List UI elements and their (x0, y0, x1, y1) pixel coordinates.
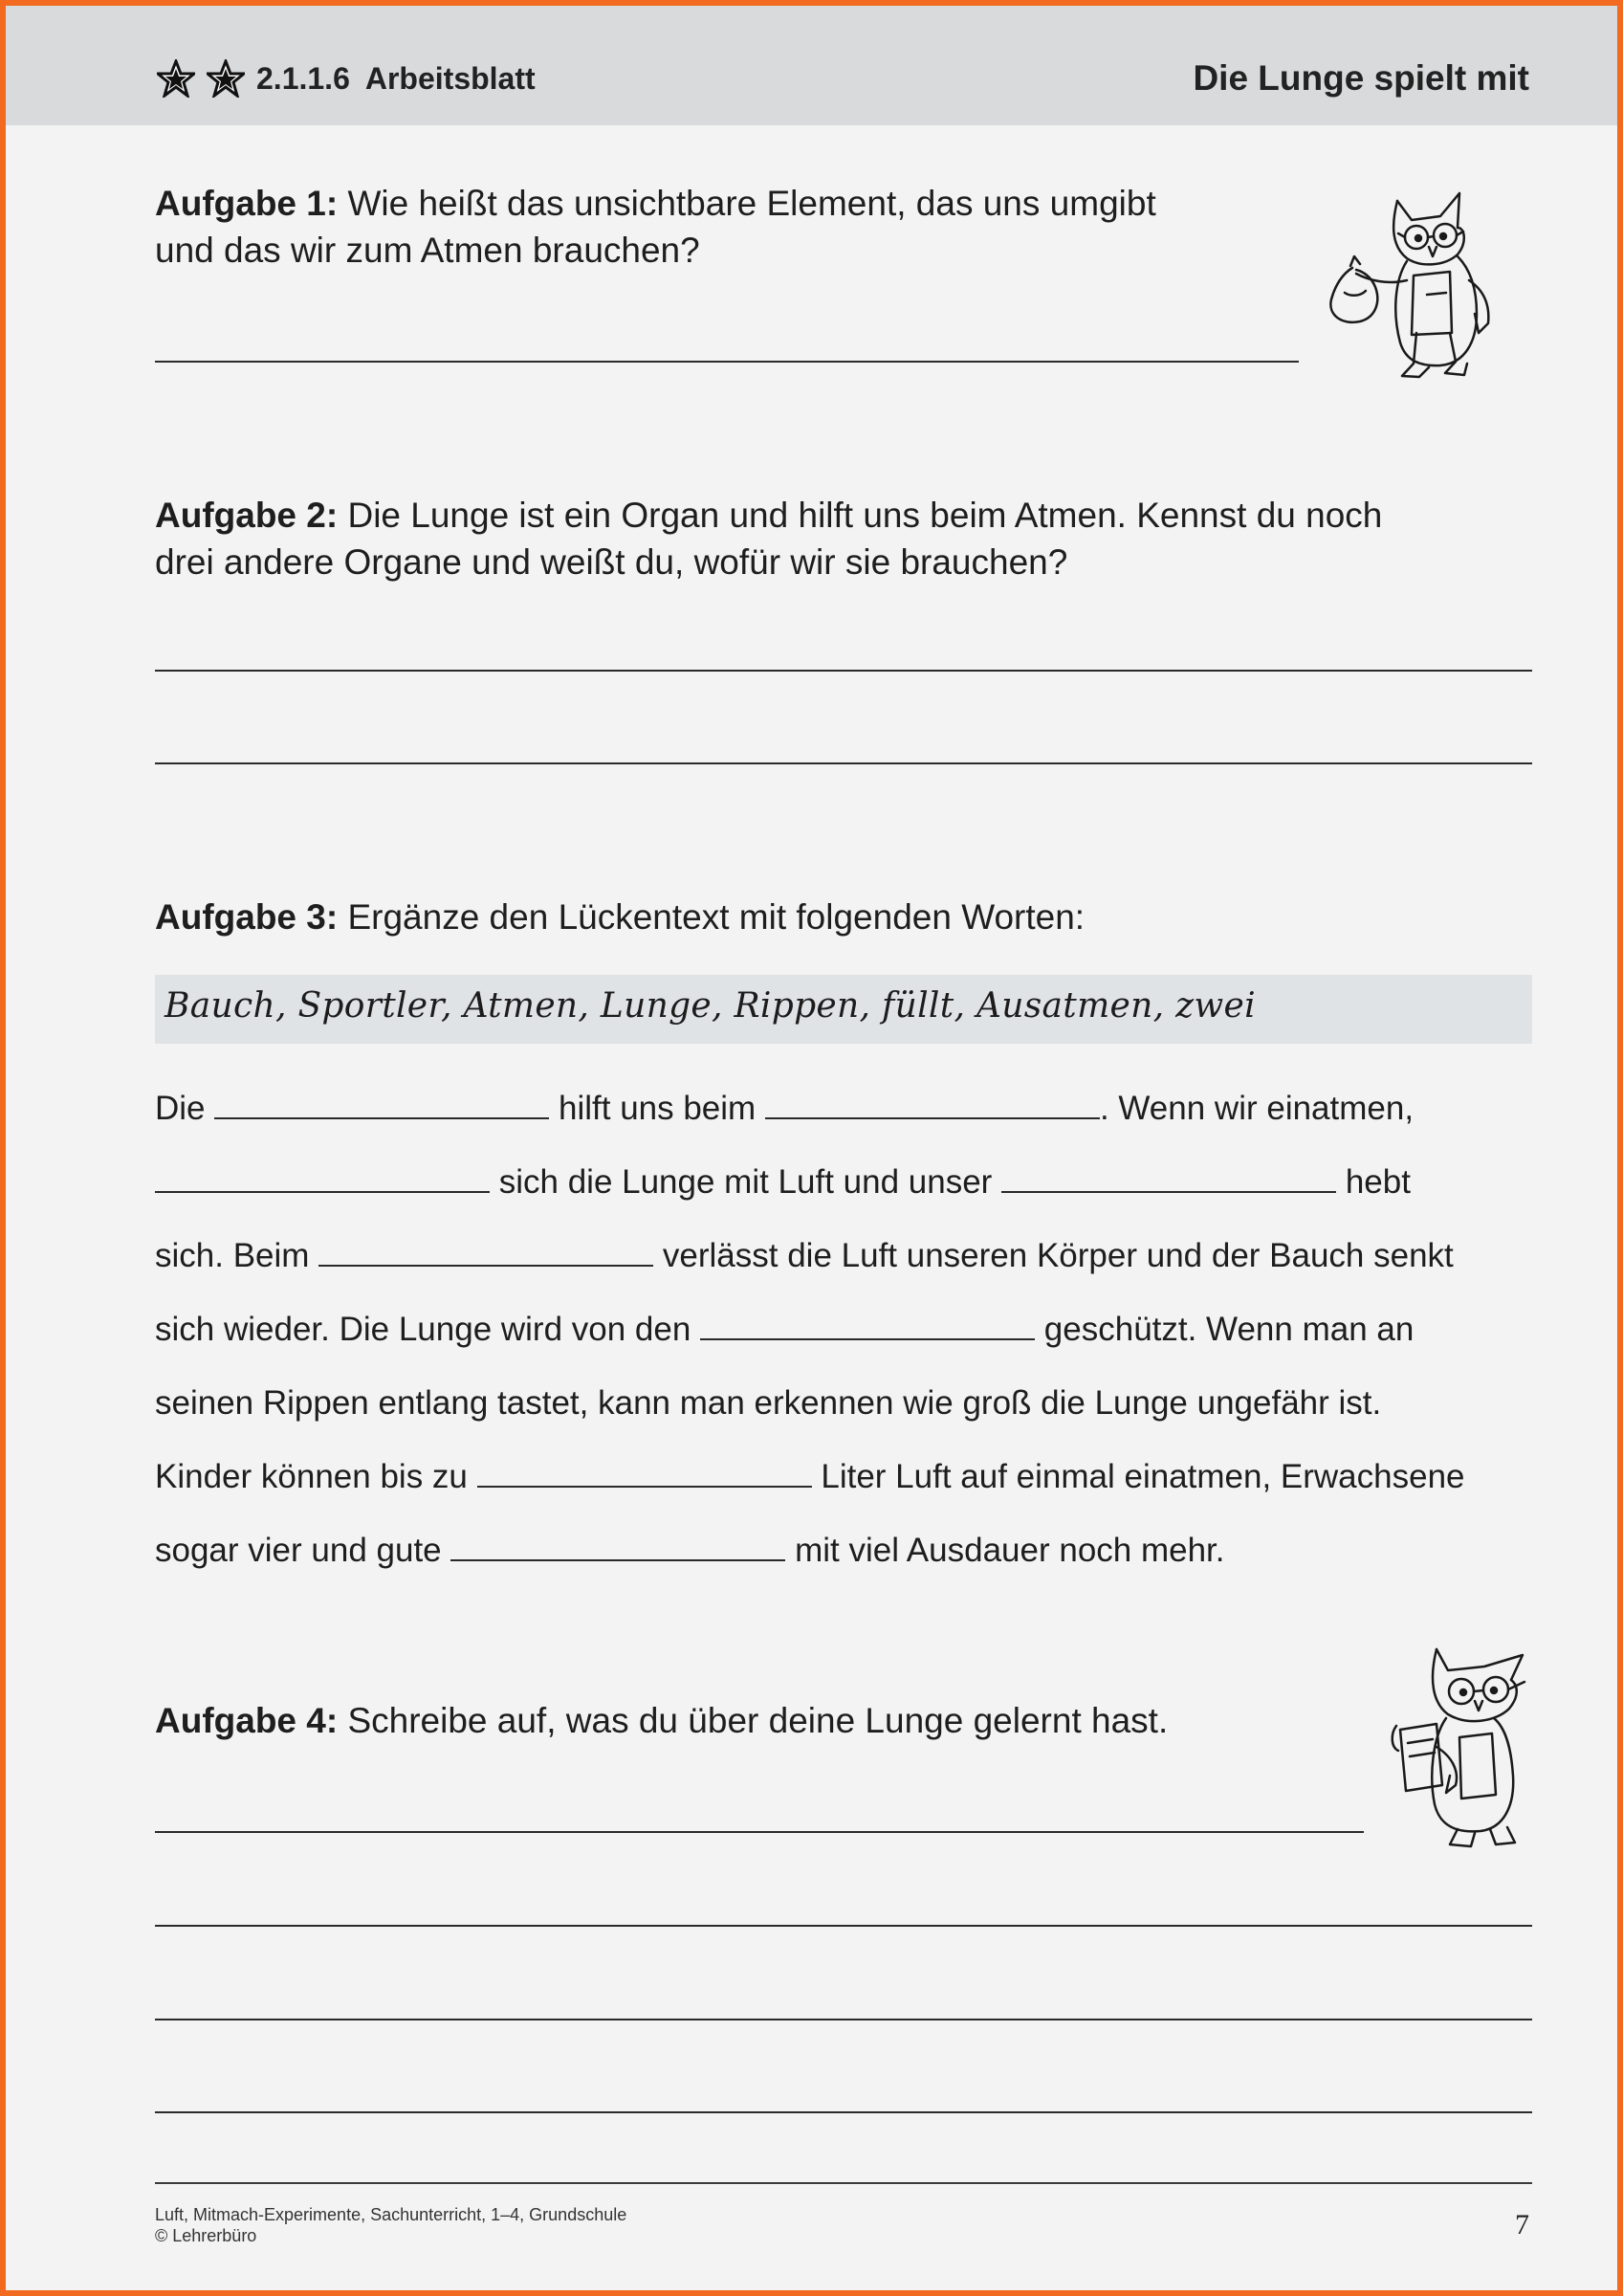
word-bank (155, 975, 1532, 1044)
answer-line[interactable] (155, 1925, 1532, 1927)
cloze-line: seinen Rippen entlang tastet, kann man erkennen wie groß die Lunge ungefähr ist. (155, 1384, 1382, 1422)
word-bank-text: Bauch, Sportler, Atmen, Lunge, Rippen, füllt, Ausatmen, zwei (164, 986, 1256, 1026)
task-2-label: Aufgabe 2: (155, 496, 339, 535)
answer-line[interactable] (155, 2111, 1532, 2113)
page-title: Die Lunge spielt mit (1193, 58, 1529, 98)
star-icon (207, 59, 245, 98)
answer-line[interactable] (155, 361, 1299, 363)
task-1-prompt: Aufgabe 1: Wie heißt das unsichtbare Element, das uns umgibt und das wir zum Atmen brauchen? (155, 184, 1156, 270)
cloze-gap[interactable] (1001, 1166, 1336, 1193)
section-code: 2.1.1.6 Arbeitsblatt (256, 61, 536, 96)
answer-line[interactable] (155, 2019, 1532, 2020)
cloze-line: Die hilft uns beim . Wenn wir einatmen, (155, 1090, 1415, 1127)
page-number: 7 (1515, 2209, 1529, 2241)
cloze-gap[interactable] (155, 1166, 490, 1193)
section-label: Arbeitsblatt (364, 61, 536, 96)
footer-credits (155, 2204, 626, 2246)
difficulty-stars (157, 59, 252, 98)
footer-source: Luft, Mitmach-Experimente, Sachunterricht, 1–4, Grundschule (155, 2205, 627, 2224)
task-4-prompt: Aufgabe 4: Schreibe auf, was du über deine Lunge gelernt hast. (155, 1701, 1169, 1740)
cloze-line: sich die Lunge mit Luft und unser hebt (155, 1163, 1411, 1202)
task-3-label: Aufgabe 3: (155, 897, 339, 937)
cloze-gap[interactable] (477, 1461, 812, 1488)
footer-copyright: © Lehrerbüro (155, 2226, 257, 2245)
footer-divider (155, 2182, 1532, 2184)
star-icon (157, 59, 195, 98)
cloze-line: Kinder können bis zu Liter Luft auf einmal einatmen, Erwachsene (155, 1458, 1465, 1495)
cloze-gap[interactable] (214, 1093, 549, 1119)
cloze-gap[interactable] (318, 1240, 653, 1267)
owl-with-notepad-icon (1379, 1642, 1532, 1852)
cloze-line: sich wieder. Die Lunge wird von den geschützt. Wenn man an (155, 1311, 1415, 1348)
task-2-prompt: Aufgabe 2: Die Lunge ist ein Organ und hilft uns beim Atmen. Kennst du noch drei andere Organe und weißt du, wofür wir sie brauchen? (155, 496, 1383, 582)
cloze-gap[interactable] (765, 1093, 1100, 1119)
page-header (6, 6, 1617, 125)
cloze-gap[interactable] (700, 1314, 1035, 1340)
task-3-prompt: Aufgabe 3: Ergänze den Lückentext mit folgenden Worten: (155, 897, 1086, 937)
task-1-label: Aufgabe 1: (155, 184, 339, 223)
answer-line[interactable] (155, 762, 1532, 764)
cloze-line: sogar vier und gute mit viel Ausdauer noch mehr. (155, 1532, 1225, 1569)
owl-with-bag-icon (1306, 189, 1528, 385)
answer-line[interactable] (155, 670, 1532, 672)
answer-line[interactable] (155, 1831, 1364, 1833)
cloze-line: sich. Beim verlässt die Luft unseren Körper und der Bauch senkt (155, 1237, 1454, 1274)
cloze-gap[interactable] (450, 1534, 785, 1561)
task-4-label: Aufgabe 4: (155, 1701, 339, 1740)
